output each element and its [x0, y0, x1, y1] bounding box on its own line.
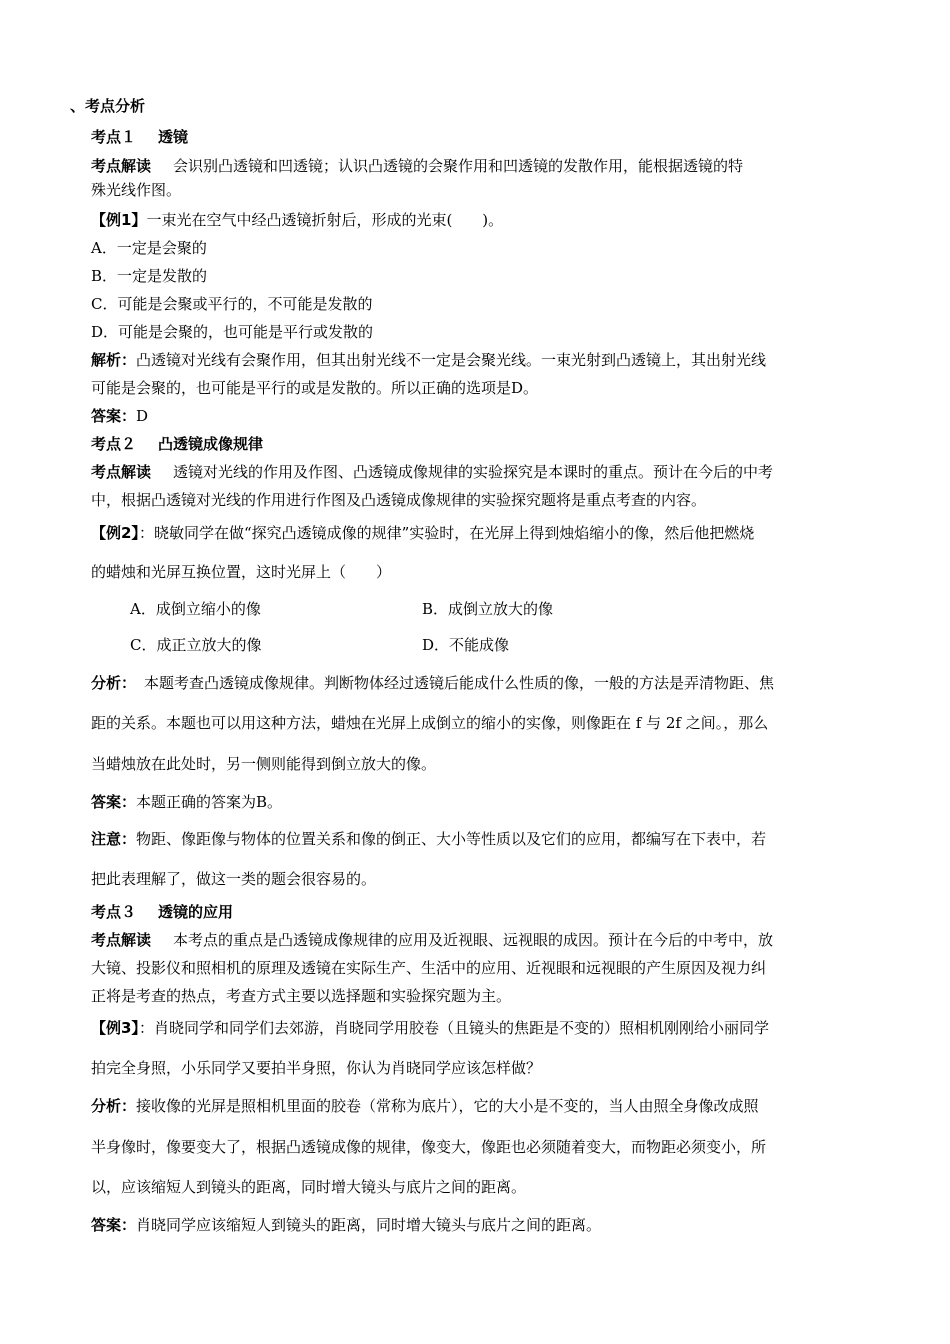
- k3-answer-text: 肖晓同学应该缩短人到镜头的距离，同时增大镜头与底片之间的距离。: [136, 1216, 602, 1234]
- k2-analysis-cont2: 当蜡烛放在此处时，另一侧则能得到倒立放大的像。: [91, 755, 437, 773]
- k3-read-text: 本考点的重点是凸透镜成像规律的应用及近视眼、远视眼的成因。预计在今后的中考中，放: [173, 931, 774, 949]
- k1-analysis-cont: 可能是会聚的，也可能是平行的或是发散的。所以正确的选项是D。: [91, 379, 539, 397]
- k3-analysis: [91, 1096, 759, 1116]
- k1-heading: [91, 127, 188, 147]
- k2-read-label: 考点解读: [91, 463, 152, 481]
- k2-note-text: 物距、像距像与物体的位置关系和像的倒正、大小等性质以及它们的应用，都编写在下表中，若: [136, 830, 767, 848]
- k1-answer: [91, 406, 148, 426]
- k3-title: 透镜的应用: [158, 903, 234, 921]
- k3-read-label: 考点解读: [91, 931, 152, 949]
- k3-read: [91, 930, 773, 950]
- k3-example-label: 【例3】: [91, 1019, 139, 1037]
- section-title: 、考点分析: [70, 97, 146, 115]
- k1-label: 考点１: [91, 128, 137, 146]
- k2-analysis-text: 本题考查凸透镜成像规律。判断物体经过透镜后能成什么性质的像，一般的方法是弄清物距、焦: [144, 674, 775, 692]
- k2-example-label: 【例2】: [91, 524, 139, 542]
- k2-option-a: A．成倒立缩小的像: [130, 600, 261, 618]
- k2-note: [91, 829, 766, 849]
- k2-option-d: D．不能成像: [422, 636, 510, 654]
- k2-analysis-label: 分析：: [91, 674, 137, 692]
- k2-answer: [91, 792, 282, 812]
- k3-example: [91, 1018, 769, 1038]
- k2-read-text: 透镜对光线的作用及作图、凸透镜成像规律的实验探究是本课时的重点。预计在今后的中考: [173, 463, 774, 481]
- k3-example-cont: 拍完全身照，小乐同学又要拍半身照，你认为肖晓同学应该怎样做？: [91, 1059, 542, 1077]
- k2-note-label: 注意：: [91, 830, 137, 848]
- k3-example-text: ：肖晓同学和同学们去郊游，肖晓同学用胶卷（且镜头的焦距是不变的）照相机刚刚给小丽同学: [138, 1019, 769, 1037]
- k2-analysis-cont1: 距的关系。本题也可以用这种方法，蜡烛在光屏上成倒立的缩小的实像，则像距在 f 与 2f 之间。，那么: [91, 714, 769, 732]
- k2-example-text: ：晓敏同学在做“探究凸透镜成像的规律”实验时，在光屏上得到烛焰缩小的像，然后他把燃烧: [138, 524, 755, 542]
- k1-option-a: A．一定是会聚的: [91, 239, 207, 257]
- k1-option-c: C．可能是会聚或平行的，不可能是发散的: [91, 295, 373, 313]
- k3-label: 考点３: [91, 903, 137, 921]
- k2-read: [91, 462, 773, 482]
- k1-read: [91, 156, 743, 176]
- k1-title: 透镜: [158, 128, 189, 146]
- k1-read-text: 会识别凸透镜和凹透镜；认识凸透镜的会聚作用和凹透镜的发散作用，能根据透镜的特: [173, 157, 744, 175]
- k1-option-d: D．可能是会聚的，也可能是平行或发散的: [91, 323, 374, 341]
- k1-analysis: [91, 350, 766, 370]
- k3-answer: [91, 1215, 601, 1235]
- k1-read-label: 考点解读: [91, 157, 152, 175]
- k1-analysis-label: 解析：: [91, 351, 137, 369]
- k2-answer-text: 本题正确的答案为B。: [136, 793, 283, 811]
- k1-option-b: B．一定是发散的: [91, 267, 208, 285]
- k1-read-cont: 殊光线作图。: [91, 181, 182, 199]
- k2-option-b: B．成倒立放大的像: [422, 600, 554, 618]
- k2-example-cont: 的蜡烛和光屏互换位置，这时光屏上（ ）: [91, 563, 392, 581]
- k2-read-cont: 中，根据凸透镜对光线的作用进行作图及凸透镜成像规律的实验探究题将是重点考查的内容。: [91, 491, 707, 509]
- k2-example: [91, 523, 754, 543]
- k2-heading: [91, 434, 263, 454]
- k3-answer-label: 答案：: [91, 1216, 137, 1234]
- k3-analysis-text: 接收像的光屏是照相机里面的胶卷（常称为底片），它的大小是不变的，当人由照全身像改成照: [136, 1097, 759, 1115]
- k3-analysis-cont2: 以，应该缩短人到镜头的距离，同时增大镜头与底片之间的距离。: [91, 1178, 527, 1196]
- k1-answer-text: D: [136, 407, 149, 425]
- k3-analysis-label: 分析：: [91, 1097, 137, 1115]
- k2-analysis: [91, 673, 774, 693]
- k3-heading: [91, 902, 233, 922]
- k2-title: 凸透镜成像规律: [158, 435, 264, 453]
- k1-example-label: 【例1】: [91, 211, 147, 229]
- k3-analysis-cont1: 半身像时，像要变大了，根据凸透镜成像的规律，像变大，像距也必须随着变大，而物距必须变小，所: [91, 1138, 767, 1156]
- k3-read-cont1: 大镜、投影仪和照相机的原理及透镜在实际生产、生活中的应用、近视眼和远视眼的产生原因及视力纠: [91, 959, 767, 977]
- k2-label: 考点２: [91, 435, 137, 453]
- k2-option-c: C．成正立放大的像: [130, 636, 262, 654]
- k1-example: [91, 210, 503, 230]
- k1-example-text: 一束光在空气中经凸透镜折射后，形成的光束( )。: [146, 211, 504, 229]
- k2-answer-label: 答案：: [91, 793, 137, 811]
- k1-analysis-text: 凸透镜对光线有会聚作用，但其出射光线不一定是会聚光线。一束光射到凸透镜上，其出射光线: [136, 351, 767, 369]
- k3-read-cont2: 正将是考查的热点，考查方式主要以选择题和实验探究题为主。: [91, 987, 512, 1005]
- k1-answer-label: 答案：: [91, 407, 137, 425]
- k2-note-cont: 把此表理解了，做这一类的题会很容易的。: [91, 870, 377, 888]
